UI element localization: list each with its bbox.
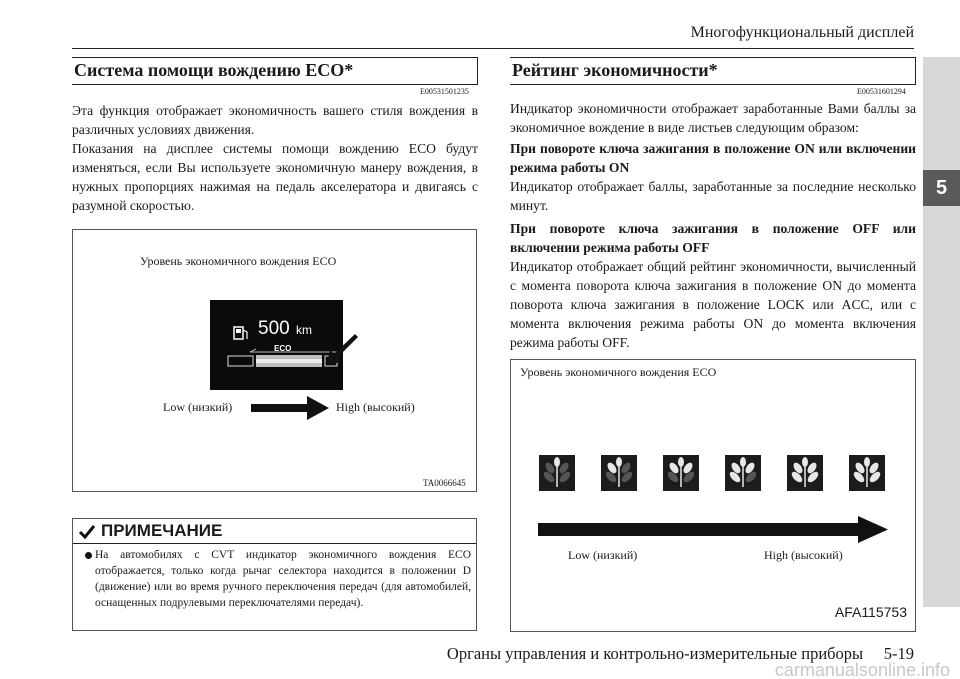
label-low: Low (низкий)	[163, 400, 233, 414]
header-divider	[72, 48, 914, 49]
odometer-unit: km	[296, 323, 312, 337]
figure-code: TA0066645	[423, 478, 466, 488]
label-high: High (высокий)	[336, 400, 415, 414]
eco-indicator-figure	[72, 229, 477, 492]
label-low-right: Low (низкий)	[568, 548, 638, 562]
note-heading	[72, 518, 477, 544]
note-title: ПРИМЕЧАНИЕ	[101, 521, 223, 540]
paragraph-intro: Эта функция отображает экономичность вашего стиля вождения в различных условиях движения.	[72, 103, 478, 137]
paragraph-off: Индикатор отображает общий рейтинг экономичности, вычисленный с момента поворота ключа зажигания в положение ON до момента поворота ключа зажигания в положение LOCK или ACC, или с момента включения режима работы ON до момента включения режима работы OFF.	[510, 259, 916, 350]
leaf-rating-row	[539, 455, 899, 491]
note-text: На автомобилях с CVT индикатор экономичного вождения ECO отображается, только когда рычаг селектора находится в положении D (движение) или во время ручного переключения передач (для автомобилей, оснащенных подрулевыми переключателями передач).	[95, 549, 471, 609]
subheading-on: При повороте ключа зажигания в положение ON или включении режима работы ON	[510, 141, 916, 175]
section-code: E00531501235	[420, 87, 469, 96]
label-high-right: High (высокий)	[764, 548, 843, 562]
figure-code-right: AFA115753	[834, 604, 907, 620]
note-box	[72, 543, 477, 631]
leaf-rating-icon	[539, 455, 575, 491]
leaf-rating-icon	[849, 455, 885, 491]
watermark: carmanualsonline.info	[774, 660, 950, 679]
chapter-number-badge: 5	[923, 170, 960, 206]
right-arrow-icon	[251, 396, 331, 420]
eco-badge: ECO	[274, 344, 292, 353]
right-arrow-icon	[538, 516, 890, 544]
chapter-side-tab	[923, 57, 960, 607]
pointer-arrow-icon	[325, 333, 361, 367]
dashboard-display	[210, 300, 343, 390]
subheading-off: При повороте ключа зажигания в положение OFF или включении режима работы OFF	[510, 221, 916, 255]
paragraph-rating-intro: Индикатор экономичности отображает заработанные Вами баллы за экономичное вождение в виде листьев следующим образом:	[510, 101, 916, 135]
figure-label-right: Уровень экономичного вождения ECO	[520, 365, 717, 379]
page-header-title: Многофункциональный дисплей	[690, 24, 914, 41]
leaf-rating-icon	[787, 455, 823, 491]
section-code-right: E00531601294	[857, 87, 906, 96]
leaf-rating-icon	[663, 455, 699, 491]
leaf-rating-icon	[601, 455, 637, 491]
paragraph-description: Показания на дисплее системы помощи вождению ECO будут изменяться, если Вы используете экономичную манеру вождения, в нужных пропорциях нажимая на педаль акселератора и двигаясь с разумной скоростью.	[72, 141, 478, 213]
section-heading-eco-rating: Рейтинг экономичности*	[510, 57, 916, 85]
figure-label: Уровень экономичного вождения ECO	[140, 254, 337, 268]
odometer-value: 500	[258, 318, 290, 339]
check-icon	[78, 524, 96, 540]
paragraph-on: Индикатор отображает баллы, заработанные за последние несколько минут.	[510, 179, 916, 213]
eco-rating-figure	[510, 359, 916, 632]
page-footer: Органы управления и контрольно-измерительные приборы 5-19	[446, 644, 914, 663]
bullet-icon	[85, 552, 92, 559]
leaf-rating-icon	[725, 455, 761, 491]
section-heading-eco-assist: Система помощи вождению ECO*	[72, 57, 478, 85]
